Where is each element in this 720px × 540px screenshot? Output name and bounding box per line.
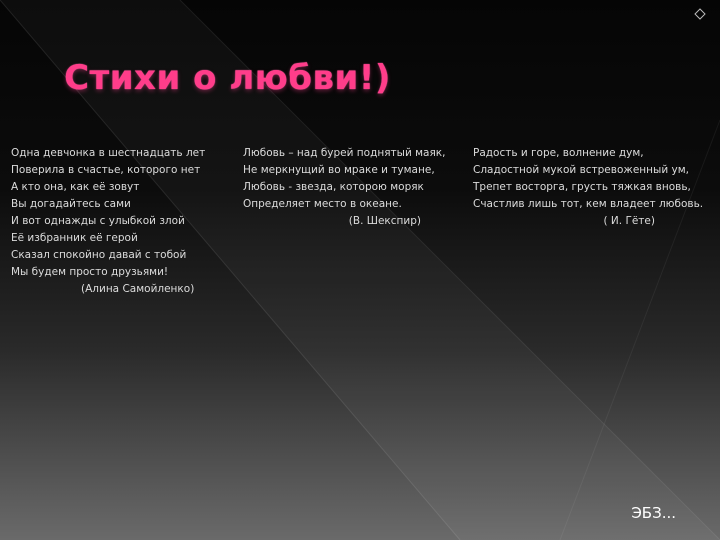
slide-signature: ЭБЗ... [631, 504, 676, 522]
poem-line: Трепет восторга, грусть тяжкая вновь, [473, 181, 691, 193]
poem-goethe [473, 145, 705, 230]
poem-line: И вот однажды с улыбкой злой [11, 215, 185, 227]
poem-line: Сладостной мукой встревоженный ум, [473, 164, 689, 176]
poem-line: Мы будем просто друзьями! [11, 266, 169, 278]
poem-samoylenko [11, 145, 211, 298]
poem-author: (Алина Самойленко) [81, 283, 195, 295]
poem-line: Её избранник её герой [11, 232, 138, 244]
poem-shakespeare [243, 145, 446, 230]
poem-line: Не меркнущий во мраке и тумане, [243, 164, 435, 176]
slide-title: Стихи о любви!) [64, 58, 391, 98]
poem-line: Любовь – над бурей поднятый маяк, [243, 147, 446, 159]
poem-line: Сказал спокойно давай с тобой [11, 249, 187, 261]
poem-line: А кто она, как её зовут [11, 181, 140, 193]
poem-line: Радость и горе, волнение дум, [473, 147, 644, 159]
poem-line: Одна девчонка в шестнадцать лет [11, 147, 206, 159]
poem-line: Вы догадайтесь сами [11, 198, 131, 210]
poem-line: Любовь - звезда, которою моряк [243, 181, 424, 193]
poem-line: Счастлив лишь тот, кем владеет любовь. [473, 198, 704, 210]
diamond-icon [694, 8, 706, 20]
poem-author: ( И. Гёте) [603, 215, 655, 227]
poem-line: Определяет место в океане. [243, 198, 402, 210]
poem-line: Поверила в счастье, которого нет [11, 164, 201, 176]
poem-author: (В. Шекспир) [348, 215, 421, 227]
